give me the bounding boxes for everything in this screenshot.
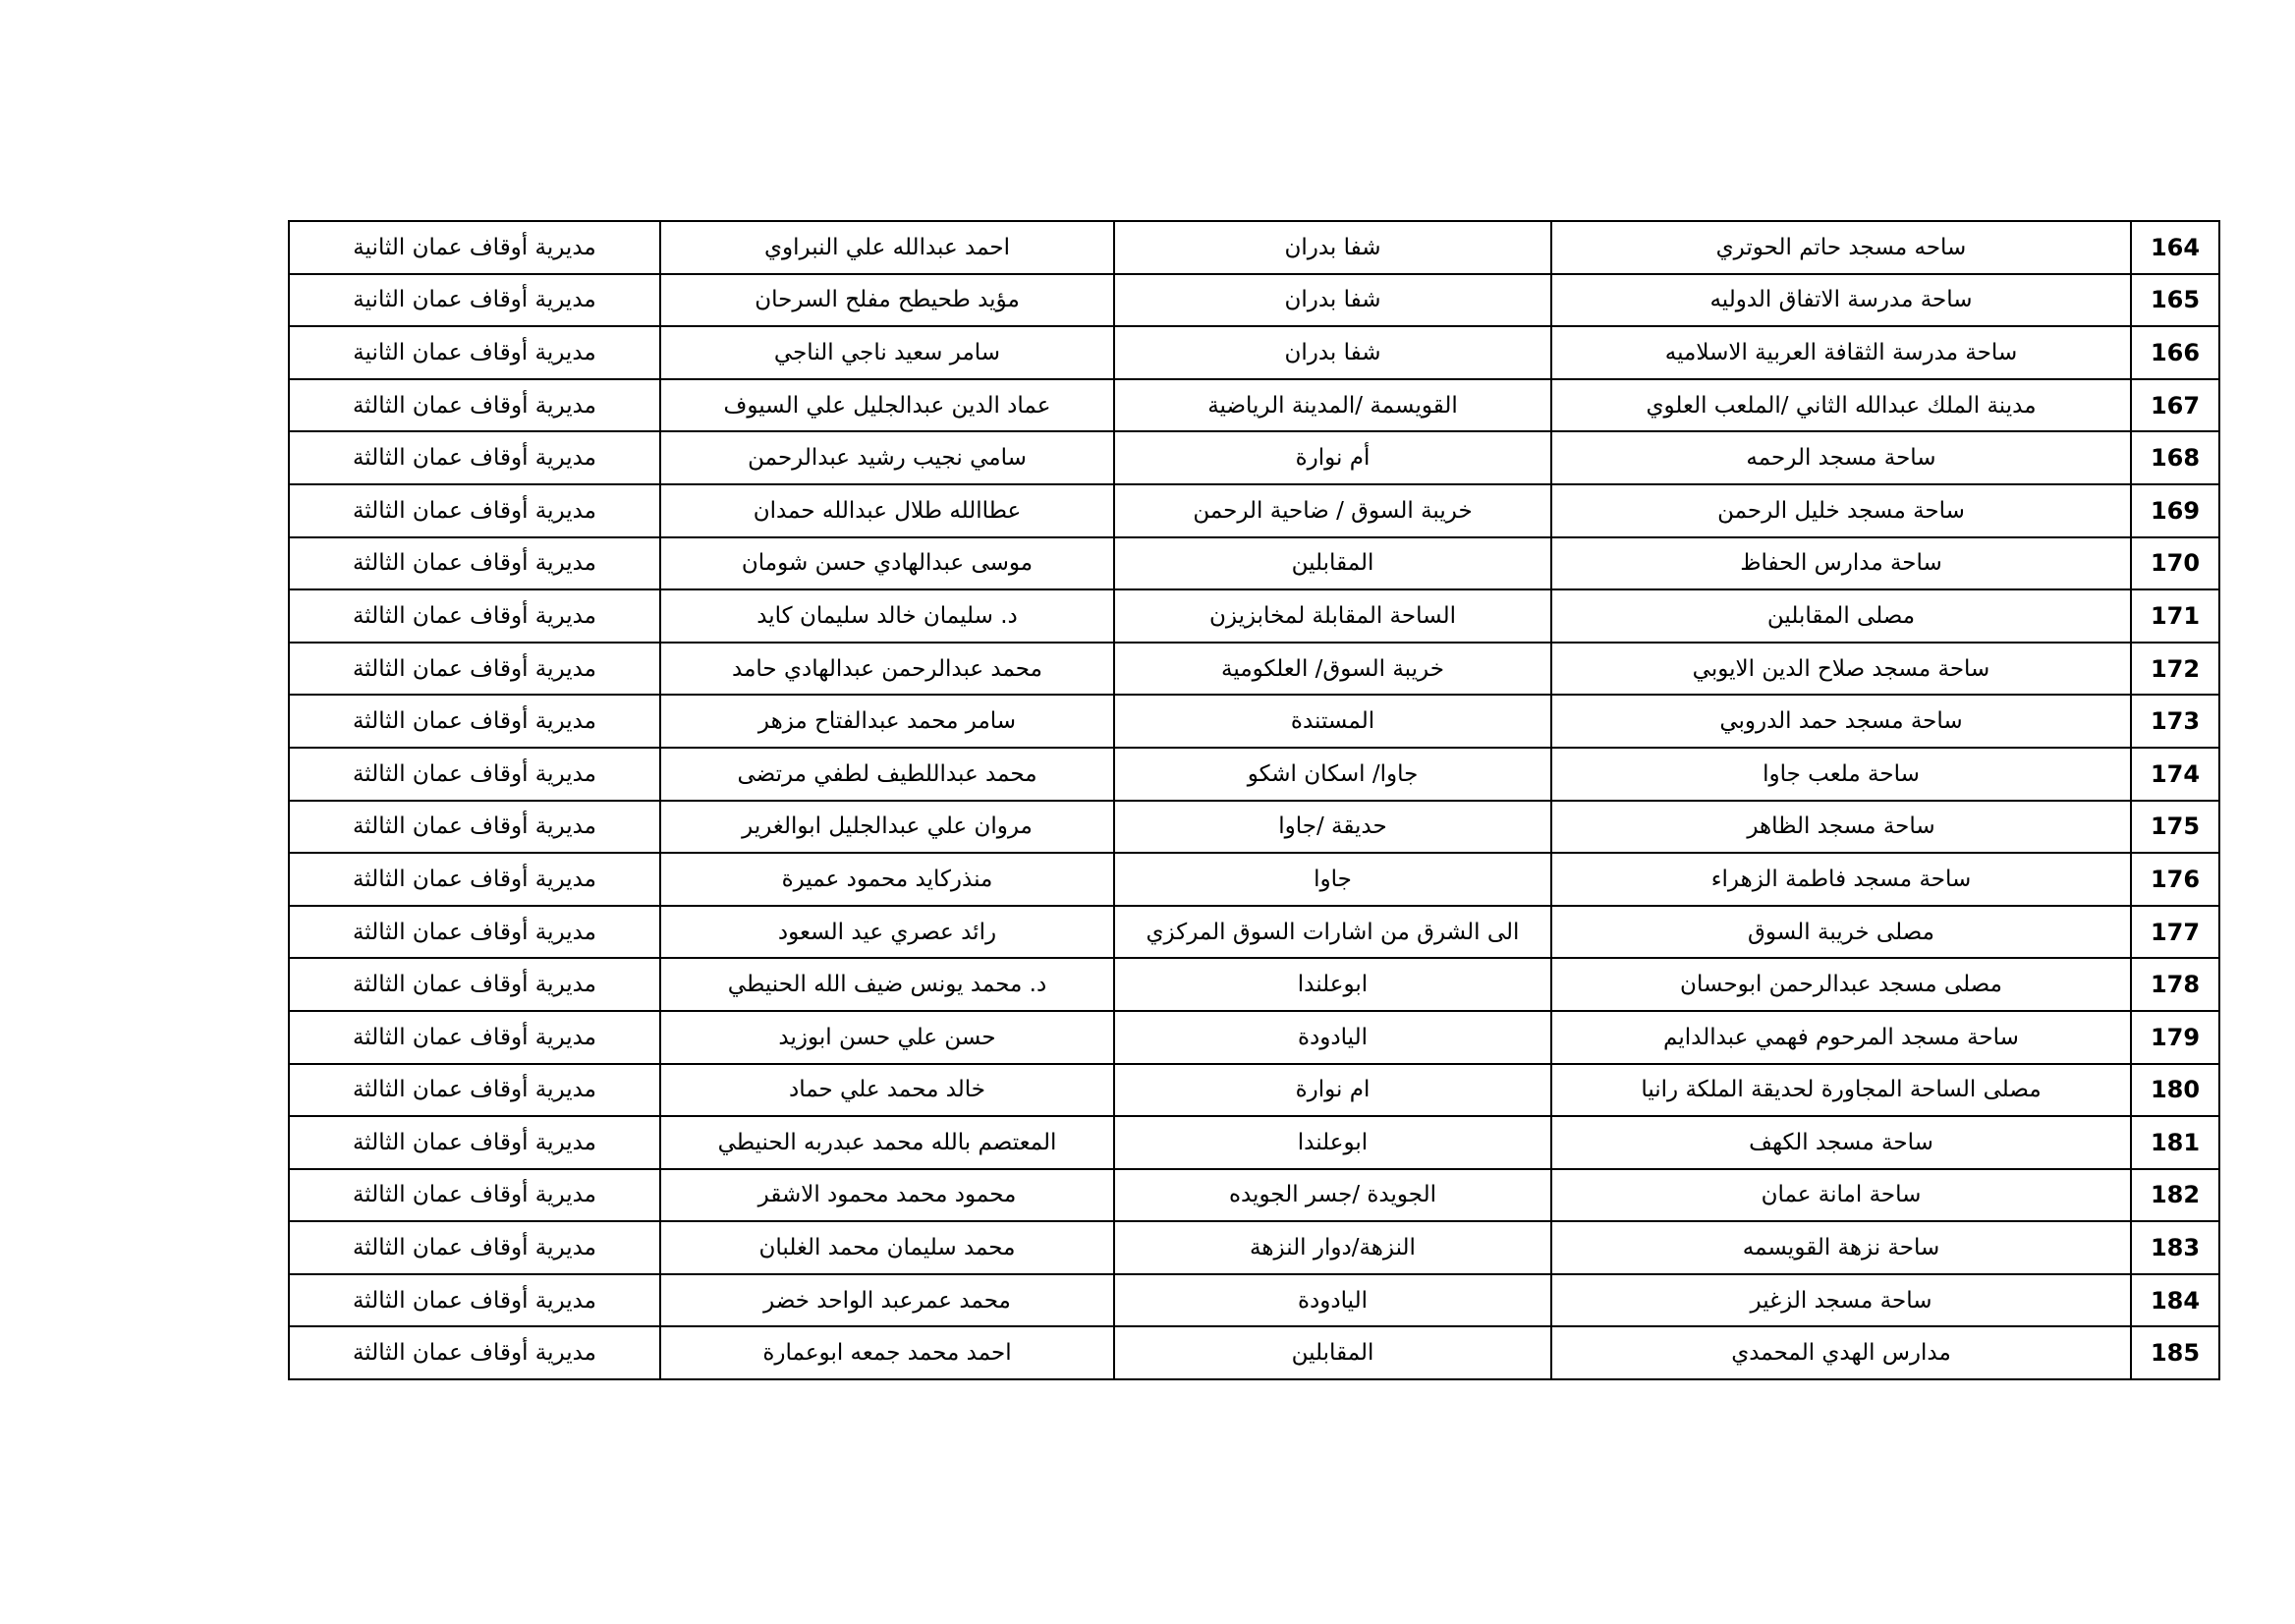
directorate-cell: مديرية أوقاف عمان الثالثة <box>289 1326 660 1379</box>
table-row <box>289 221 2219 274</box>
site-cell: ساحة مسجد الزغير <box>1551 1274 2131 1327</box>
row-number: 184 <box>2131 1274 2219 1327</box>
area-cell: النزهة/دوار النزهة <box>1114 1221 1551 1274</box>
person-cell: د. محمد يونس ضيف الله الحنيطي <box>660 958 1114 1011</box>
directorate-cell: مديرية أوقاف عمان الثالثة <box>289 958 660 1011</box>
row-number: 169 <box>2131 484 2219 537</box>
table-row <box>289 958 2219 1011</box>
area-cell: أم نوارة <box>1114 431 1551 484</box>
table-row <box>289 748 2219 801</box>
table-row <box>289 643 2219 696</box>
person-cell: موسى عبدالهادي حسن شومان <box>660 537 1114 590</box>
person-cell: محمد عبدالرحمن عبدالهادي حامد <box>660 643 1114 696</box>
table-row <box>289 853 2219 906</box>
area-cell: خريبة السوق/ العلكومية <box>1114 643 1551 696</box>
person-cell: محمد عمرعبد الواحد خضر <box>660 1274 1114 1327</box>
table-body <box>289 221 2219 1379</box>
row-number: 166 <box>2131 326 2219 379</box>
directorate-cell: مديرية أوقاف عمان الثانية <box>289 274 660 327</box>
table-row <box>289 484 2219 537</box>
directorate-cell: مديرية أوقاف عمان الثالثة <box>289 906 660 959</box>
area-cell: الى الشرق من اشارات السوق المركزي <box>1114 906 1551 959</box>
directorate-cell: مديرية أوقاف عمان الثالثة <box>289 484 660 537</box>
site-cell: مصلى خريبة السوق <box>1551 906 2131 959</box>
person-cell: مؤيد طحيطح مفلح السرحان <box>660 274 1114 327</box>
row-number: 181 <box>2131 1116 2219 1169</box>
row-number: 183 <box>2131 1221 2219 1274</box>
row-number: 175 <box>2131 801 2219 854</box>
prayer-sites-table <box>288 220 2220 1380</box>
person-cell: سامر سعيد ناجي الناجي <box>660 326 1114 379</box>
table-row <box>289 1064 2219 1117</box>
table-row <box>289 379 2219 432</box>
directorate-cell: مديرية أوقاف عمان الثالثة <box>289 537 660 590</box>
person-cell: د. سليمان خالد سليمان كايد <box>660 589 1114 643</box>
person-cell: سامي نجيب رشيد عبدالرحمن <box>660 431 1114 484</box>
row-number: 177 <box>2131 906 2219 959</box>
directorate-cell: مديرية أوقاف عمان الثالثة <box>289 589 660 643</box>
row-number: 185 <box>2131 1326 2219 1379</box>
directorate-cell: مديرية أوقاف عمان الثالثة <box>289 1064 660 1117</box>
row-number: 180 <box>2131 1064 2219 1117</box>
person-cell: المعتصم بالله محمد عبدربه الحنيطي <box>660 1116 1114 1169</box>
person-cell: احمد محمد جمعه ابوعمارة <box>660 1326 1114 1379</box>
row-number: 176 <box>2131 853 2219 906</box>
area-cell: المقابلين <box>1114 1326 1551 1379</box>
directorate-cell: مديرية أوقاف عمان الثالثة <box>289 801 660 854</box>
table-row <box>289 1221 2219 1274</box>
row-number: 182 <box>2131 1169 2219 1222</box>
row-number: 167 <box>2131 379 2219 432</box>
directorate-cell: مديرية أوقاف عمان الثالثة <box>289 379 660 432</box>
area-cell: جاوا/ اسكان اشكو <box>1114 748 1551 801</box>
site-cell: ساحة مسجد الظاهر <box>1551 801 2131 854</box>
person-cell: محمد عبداللطيف لطفي مرتضى <box>660 748 1114 801</box>
table-row <box>289 274 2219 327</box>
site-cell: مصلى الساحة المجاورة لحديقة الملكة رانيا <box>1551 1064 2131 1117</box>
table-row <box>289 537 2219 590</box>
row-number: 179 <box>2131 1011 2219 1064</box>
area-cell: ابوعلندا <box>1114 958 1551 1011</box>
site-cell: ساحة مدارس الحفاظ <box>1551 537 2131 590</box>
site-cell: مصلى المقابلين <box>1551 589 2131 643</box>
table-row <box>289 695 2219 748</box>
directorate-cell: مديرية أوقاف عمان الثالثة <box>289 695 660 748</box>
area-cell: شفا بدران <box>1114 274 1551 327</box>
area-cell: القويسمة /المدينة الرياضية <box>1114 379 1551 432</box>
site-cell: ساحة مسجد المرحوم فهمي عبدالدايم <box>1551 1011 2131 1064</box>
table-row <box>289 326 2219 379</box>
directorate-cell: مديرية أوقاف عمان الثانية <box>289 326 660 379</box>
directorate-cell: مديرية أوقاف عمان الثالثة <box>289 853 660 906</box>
site-cell: ساحة مسجد الكهف <box>1551 1116 2131 1169</box>
site-cell: ساحة مدرسة الثقافة العربية الاسلاميه <box>1551 326 2131 379</box>
person-cell: منذركايد محمود عميرة <box>660 853 1114 906</box>
table-row <box>289 1326 2219 1379</box>
row-number: 168 <box>2131 431 2219 484</box>
person-cell: محمد سليمان محمد الغلبان <box>660 1221 1114 1274</box>
table-row <box>289 1274 2219 1327</box>
person-cell: سامر محمد عبدالفتاح مزهر <box>660 695 1114 748</box>
area-cell: الساحة المقابلة لمخابزيزن <box>1114 589 1551 643</box>
directorate-cell: مديرية أوقاف عمان الثالثة <box>289 643 660 696</box>
directorate-cell: مديرية أوقاف عمان الثالثة <box>289 1221 660 1274</box>
row-number: 178 <box>2131 958 2219 1011</box>
row-number: 170 <box>2131 537 2219 590</box>
site-cell: ساحة مسجد خليل الرحمن <box>1551 484 2131 537</box>
site-cell: ساحه مسجد حاتم الحوتري <box>1551 221 2131 274</box>
directorate-cell: مديرية أوقاف عمان الثالثة <box>289 1274 660 1327</box>
site-cell: ساحة مسجد الرحمه <box>1551 431 2131 484</box>
site-cell: مدينة الملك عبدالله الثاني /الملعب العلوي <box>1551 379 2131 432</box>
site-cell: ساحة نزهة القويسمه <box>1551 1221 2131 1274</box>
area-cell: الجويدة /جسر الجويده <box>1114 1169 1551 1222</box>
table-row <box>289 801 2219 854</box>
area-cell: ام نوارة <box>1114 1064 1551 1117</box>
table-row <box>289 906 2219 959</box>
table-row <box>289 1011 2219 1064</box>
area-cell: شفا بدران <box>1114 326 1551 379</box>
area-cell: شفا بدران <box>1114 221 1551 274</box>
table-row <box>289 1116 2219 1169</box>
site-cell: ساحة مسجد حمد الدروبي <box>1551 695 2131 748</box>
table-row <box>289 1169 2219 1222</box>
directorate-cell: مديرية أوقاف عمان الثانية <box>289 221 660 274</box>
area-cell: جاوا <box>1114 853 1551 906</box>
directorate-cell: مديرية أوقاف عمان الثالثة <box>289 1116 660 1169</box>
person-cell: احمد عبدالله علي النبراوي <box>660 221 1114 274</box>
area-cell: اليادودة <box>1114 1274 1551 1327</box>
directorate-cell: مديرية أوقاف عمان الثالثة <box>289 1011 660 1064</box>
row-number: 172 <box>2131 643 2219 696</box>
site-cell: ساحة ملعب جاوا <box>1551 748 2131 801</box>
site-cell: ساحة مسجد صلاح الدين الايوبي <box>1551 643 2131 696</box>
table-row <box>289 431 2219 484</box>
site-cell: ساحة مدرسة الاتفاق الدوليه <box>1551 274 2131 327</box>
row-number: 165 <box>2131 274 2219 327</box>
person-cell: مروان علي عبدالجليل ابوالغرير <box>660 801 1114 854</box>
area-cell: ابوعلندا <box>1114 1116 1551 1169</box>
directorate-cell: مديرية أوقاف عمان الثالثة <box>289 431 660 484</box>
directorate-cell: مديرية أوقاف عمان الثالثة <box>289 748 660 801</box>
person-cell: عماد الدين عبدالجليل علي السيوف <box>660 379 1114 432</box>
table-row <box>289 589 2219 643</box>
area-cell: حديقة /جاوا <box>1114 801 1551 854</box>
area-cell: اليادودة <box>1114 1011 1551 1064</box>
person-cell: محمود محمد محمود الاشقر <box>660 1169 1114 1222</box>
site-cell: مصلى مسجد عبدالرحمن ابوحسان <box>1551 958 2131 1011</box>
area-cell: خريبة السوق / ضاحية الرحمن <box>1114 484 1551 537</box>
person-cell: عطاالله طلال عبدالله حمدان <box>660 484 1114 537</box>
site-cell: مدارس الهدي المحمدي <box>1551 1326 2131 1379</box>
row-number: 171 <box>2131 589 2219 643</box>
directorate-cell: مديرية أوقاف عمان الثالثة <box>289 1169 660 1222</box>
row-number: 173 <box>2131 695 2219 748</box>
site-cell: ساحة مسجد فاطمة الزهراء <box>1551 853 2131 906</box>
person-cell: حسن علي حسن ابوزيد <box>660 1011 1114 1064</box>
person-cell: رائد عصري عيد السعود <box>660 906 1114 959</box>
site-cell: ساحة امانة عمان <box>1551 1169 2131 1222</box>
row-number: 164 <box>2131 221 2219 274</box>
area-cell: المقابلين <box>1114 537 1551 590</box>
area-cell: المستندة <box>1114 695 1551 748</box>
person-cell: خالد محمد علي حماد <box>660 1064 1114 1117</box>
row-number: 174 <box>2131 748 2219 801</box>
